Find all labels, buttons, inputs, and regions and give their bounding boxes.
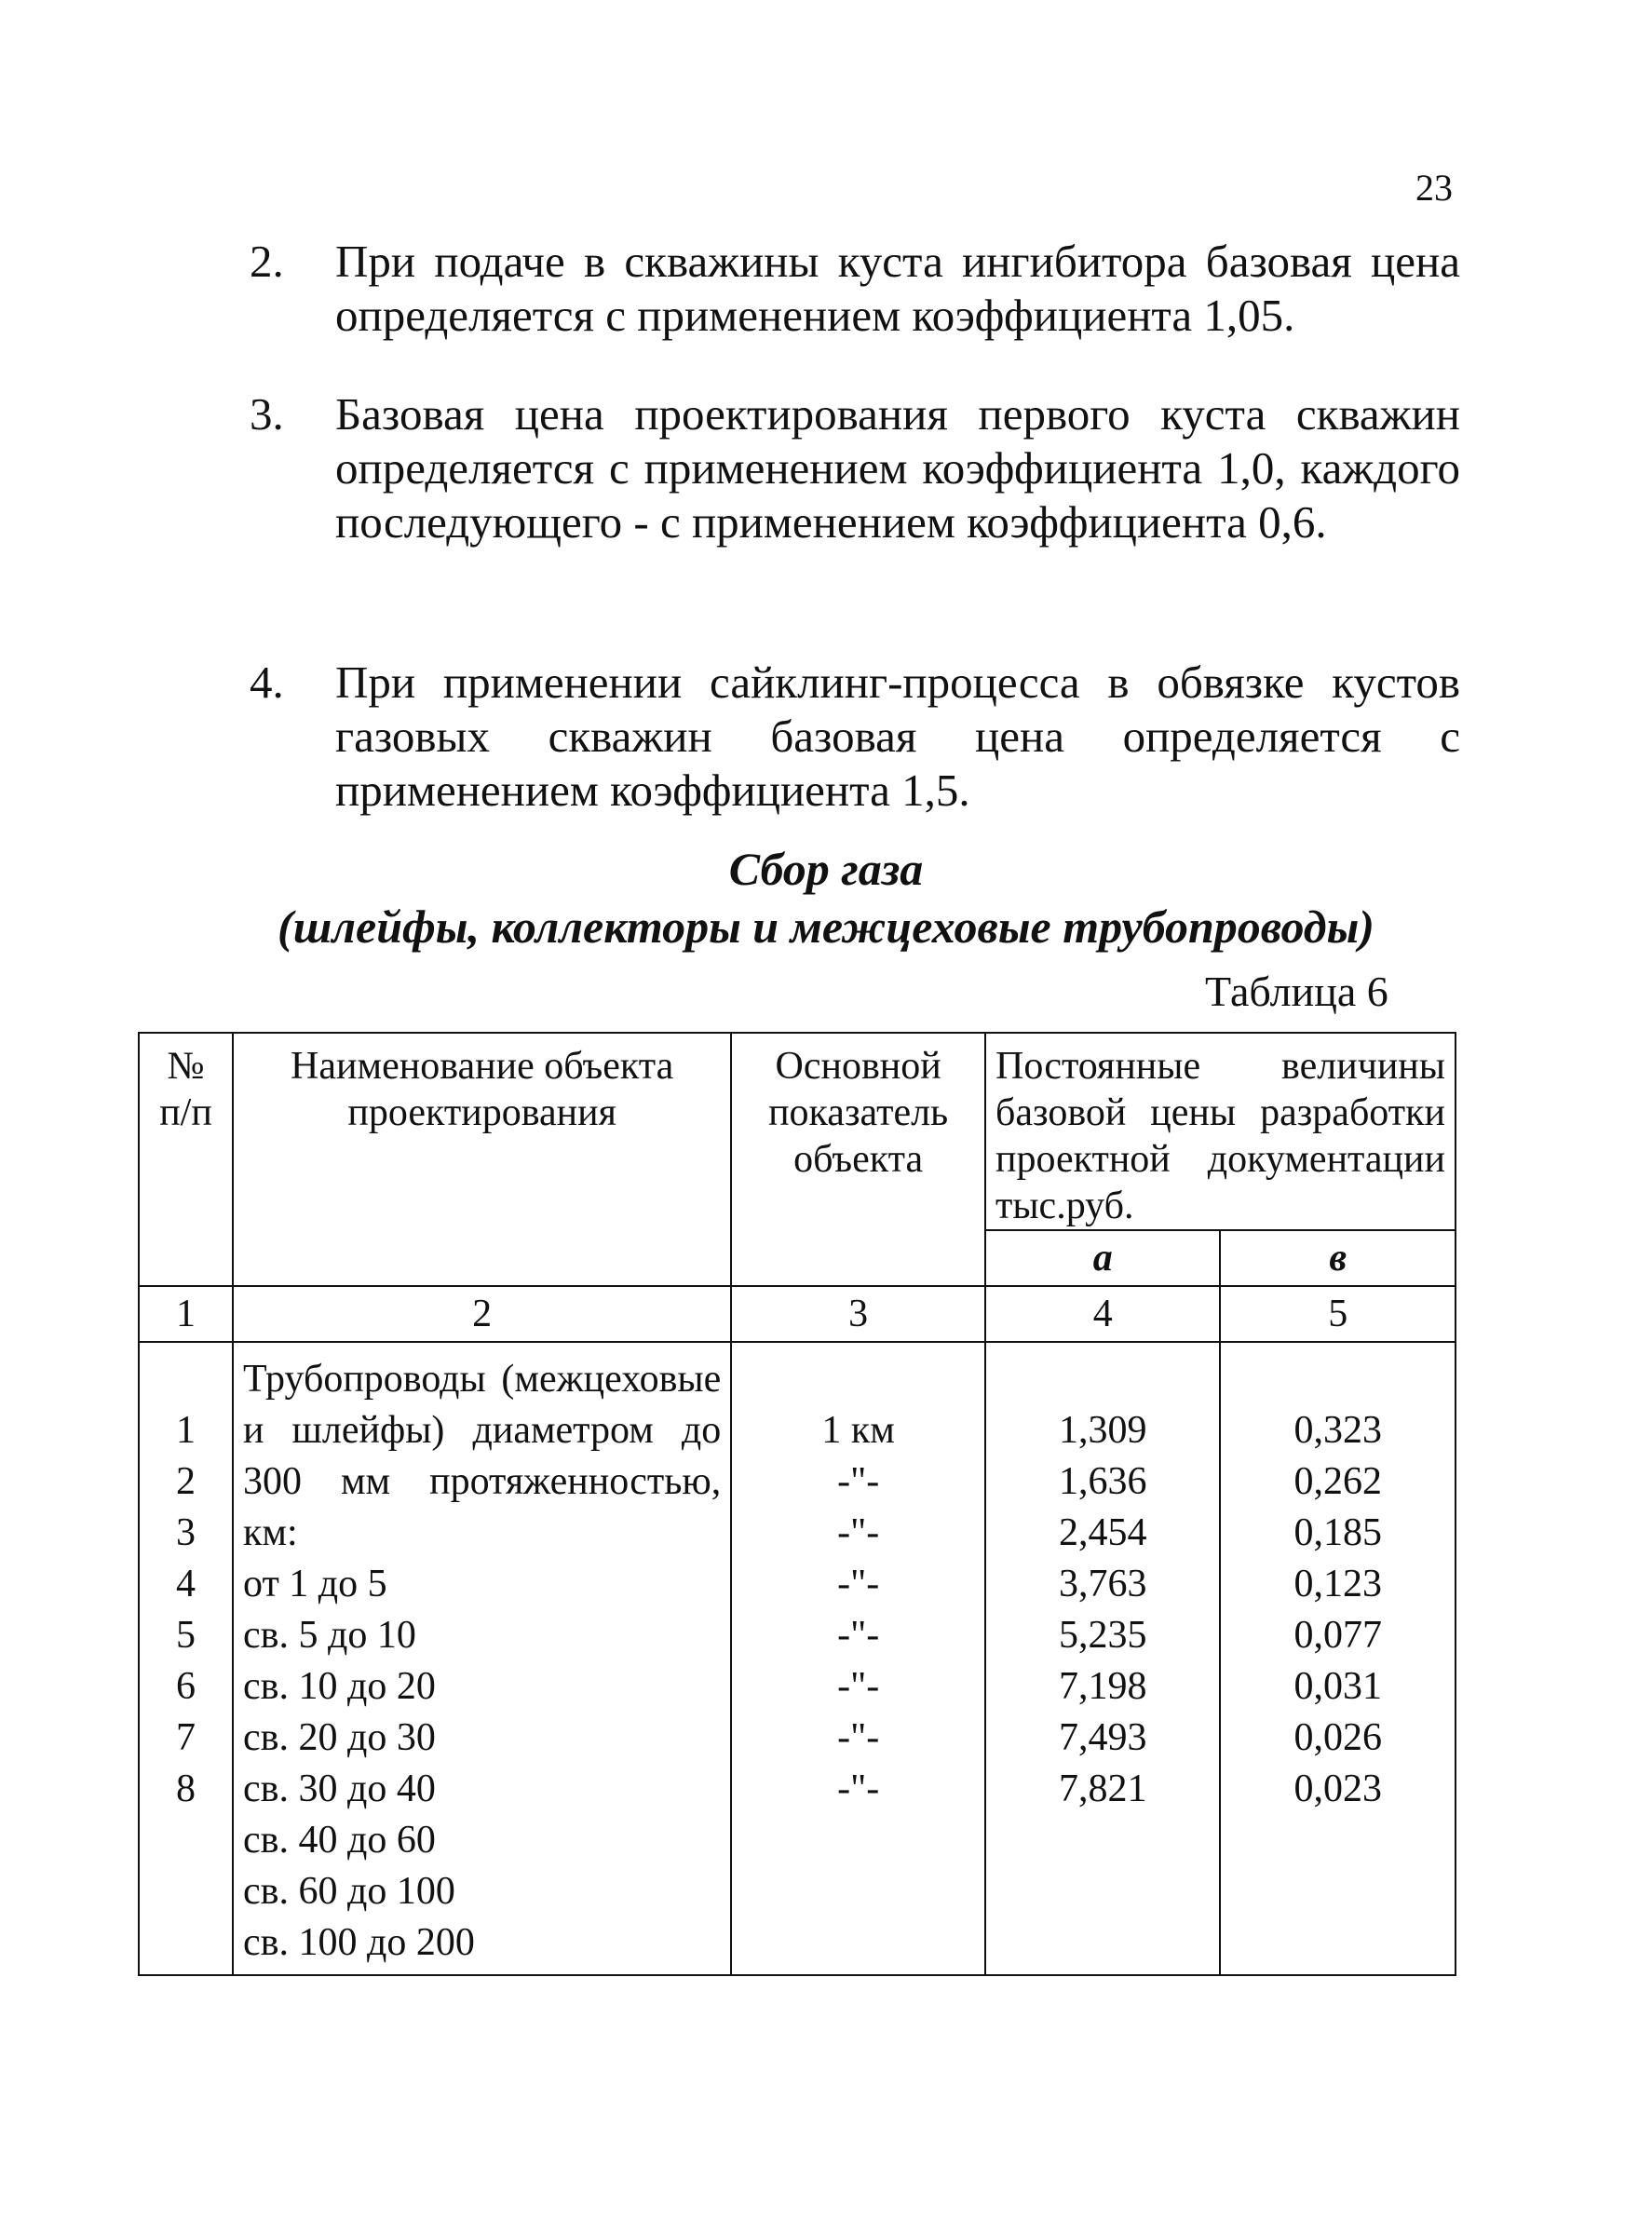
- row-a: 7,493: [1058, 1716, 1147, 1759]
- row-b: 0,185: [1293, 1511, 1382, 1554]
- row-unit: -"-: [837, 1511, 880, 1554]
- page-number: 23: [1415, 167, 1453, 209]
- header-num: № п/п: [139, 1033, 233, 1286]
- section-heading: [0, 840, 1652, 955]
- row-a: 1,636: [1058, 1460, 1147, 1503]
- row-a: 2,454: [1058, 1511, 1147, 1554]
- header-unit: Основной показатель объекта: [731, 1033, 985, 1286]
- note-text: При подаче в скважины куста ингибитора базовая цена определяется с применением коэффициента 1,05.: [335, 236, 1460, 341]
- row-name: св. 40 до 60: [243, 1819, 436, 1862]
- note-text: Базовая цена проектирования первого куста скважин определяется с применением коэффициента 1,0, каждого последующего - с применением коэффициента 0,6.: [335, 388, 1460, 548]
- header-a: а: [985, 1230, 1221, 1286]
- row-unit: -"-: [837, 1614, 880, 1657]
- section-subtitle: (шлейфы, коллекторы и межцеховые трубопроводы): [278, 901, 1374, 953]
- note-2: [250, 235, 1460, 343]
- row-name: св. 30 до 40: [243, 1767, 436, 1810]
- row-num: 6: [176, 1665, 196, 1708]
- row-name: от 1 до 5: [243, 1563, 387, 1605]
- name-column: [233, 1342, 731, 1975]
- note-number: 4.: [250, 657, 284, 708]
- row-name: св. 20 до 30: [243, 1716, 436, 1759]
- note-3: [250, 387, 1460, 549]
- note-number: 2.: [250, 236, 284, 287]
- header-row: [139, 1033, 1456, 1230]
- row-num: 7: [176, 1716, 196, 1759]
- a-column: [985, 1342, 1221, 1975]
- row-unit: -"-: [837, 1767, 880, 1810]
- row-b: 0,023: [1293, 1767, 1382, 1810]
- row-b: 0,031: [1293, 1665, 1382, 1708]
- row-a: 5,235: [1058, 1614, 1147, 1657]
- table-caption: Таблица 6: [1205, 968, 1388, 1015]
- header-name: Наименование объекта проектирования: [233, 1033, 731, 1286]
- row-a: 3,763: [1058, 1563, 1147, 1605]
- row-unit: -"-: [837, 1716, 880, 1759]
- note-text: При применении сайклинг-процесса в обвязке кустов газовых скважин базовая цена определяется с применением коэффициента 1,5.: [335, 657, 1460, 816]
- row-name: св. 10 до 20: [243, 1665, 436, 1708]
- column-number: 3: [731, 1286, 985, 1342]
- row-a: 7,198: [1058, 1665, 1147, 1708]
- row-num: 5: [176, 1614, 196, 1657]
- row-num: 3: [176, 1511, 196, 1554]
- row-b: 0,123: [1293, 1563, 1382, 1605]
- header-b: в: [1220, 1230, 1456, 1286]
- row-b: 0,323: [1293, 1409, 1382, 1452]
- row-a: 1,309: [1058, 1409, 1147, 1452]
- price-table: [138, 1032, 1456, 1976]
- note-number: 3.: [250, 388, 284, 440]
- row-unit: -"-: [837, 1460, 880, 1503]
- column-number-row: [139, 1286, 1456, 1342]
- row-num: 4: [176, 1563, 196, 1605]
- row-name: св. 5 до 10: [243, 1614, 416, 1657]
- group-title: Трубопроводы (межцеховые и шлейфы) диаметром до 300 мм протяженностью, км:: [243, 1358, 722, 1554]
- row-unit: -"-: [837, 1563, 880, 1605]
- row-name: св. 100 до 200: [243, 1921, 475, 1964]
- unit-column: [731, 1342, 985, 1975]
- b-column: [1220, 1342, 1456, 1975]
- section-title: Сбор газа: [728, 843, 924, 895]
- header-price: Постоянные величины базовой цены разработки проектной документации тыс.руб.: [985, 1033, 1456, 1230]
- column-number: 2: [233, 1286, 731, 1342]
- row-a: 7,821: [1058, 1767, 1147, 1810]
- row-num: 8: [176, 1767, 196, 1810]
- row-num: 1: [176, 1409, 196, 1452]
- row-b: 0,026: [1293, 1716, 1382, 1759]
- row-num: 2: [176, 1460, 196, 1503]
- column-number: 4: [985, 1286, 1221, 1342]
- note-4: [250, 656, 1460, 818]
- row-name: св. 60 до 100: [243, 1870, 455, 1913]
- num-column: [139, 1342, 233, 1975]
- column-number: 5: [1220, 1286, 1456, 1342]
- row-unit: -"-: [837, 1665, 880, 1708]
- row-b: 0,262: [1293, 1460, 1382, 1503]
- table-body: [139, 1342, 1456, 1975]
- column-number: 1: [139, 1286, 233, 1342]
- row-b: 0,077: [1293, 1614, 1382, 1657]
- row-unit: 1 км: [821, 1409, 895, 1452]
